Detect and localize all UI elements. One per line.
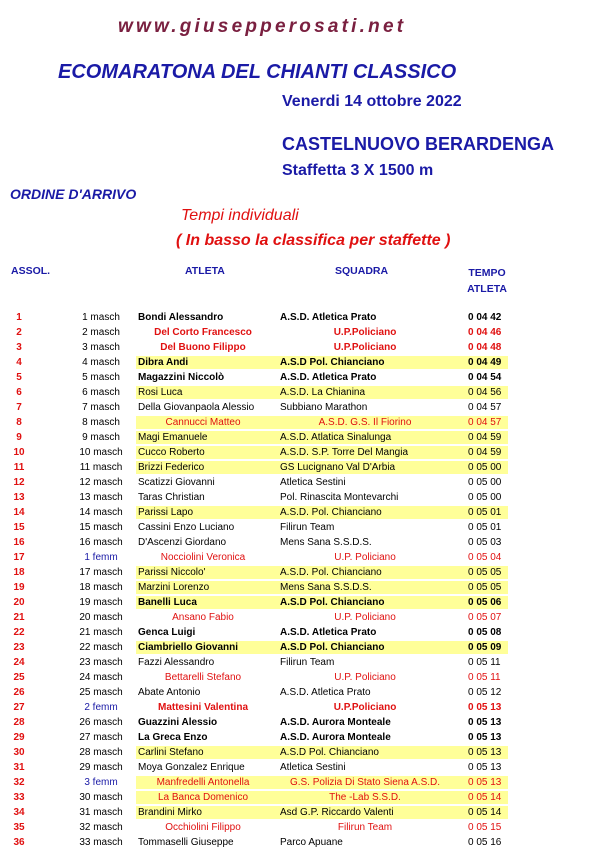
cell-time: 0 05 08 (468, 627, 502, 638)
cell-time: 0 05 00 (468, 492, 502, 503)
cell-athlete: Taras Christian (138, 492, 205, 503)
cell-team: A.S.D. Atletica Prato (280, 627, 377, 638)
cell-team: A.S.D. Atletica Prato (280, 687, 371, 698)
table-row (0, 670, 603, 685)
table-row (0, 550, 603, 565)
event-date: Venerdi 14 ottobre 2022 (282, 93, 462, 110)
cell-athlete: Cassini Enzo Luciano (138, 522, 235, 533)
cell-athlete: La Banca Domenico (157, 792, 249, 803)
cell-team: A.S.D. Atletica Prato (280, 372, 377, 383)
table-row (0, 325, 603, 340)
cell-time: 0 05 13 (468, 732, 502, 743)
table-row (0, 490, 603, 505)
results-table (0, 310, 603, 850)
cell-team: Filirun Team (280, 657, 335, 668)
cell-athlete: Dibra Andi (138, 357, 189, 368)
cell-time: 0 05 13 (468, 762, 502, 773)
cell-time: 0 05 05 (468, 582, 502, 593)
table-row (0, 430, 603, 445)
cell-position: 33 (13, 792, 25, 803)
cell-position: 8 (16, 417, 22, 428)
cell-position: 26 (13, 687, 25, 698)
cell-athlete: Rosi Luca (138, 387, 183, 398)
table-row (0, 745, 603, 760)
cell-time: 0 04 57 (468, 417, 502, 428)
cell-category: 15 masch (79, 522, 123, 533)
table-row (0, 655, 603, 670)
cell-category: 17 masch (79, 567, 123, 578)
table-row (0, 340, 603, 355)
cell-athlete: Del Corto Francesco (154, 327, 252, 338)
cell-team: A.S.D Pol. Chianciano (280, 747, 379, 758)
cell-category: 10 masch (79, 447, 123, 458)
relay-format: Staffetta 3 X 1500 m (282, 162, 434, 179)
cell-team: A.S.D Pol. Chianciano (280, 357, 385, 368)
cell-athlete: Bondi Alessandro (138, 312, 224, 323)
cell-time: 0 04 48 (468, 342, 502, 353)
cell-athlete: Ansano Fabio (172, 612, 234, 623)
cell-time: 0 05 09 (468, 642, 502, 653)
cell-position: 25 (13, 672, 25, 683)
cell-team: U.P.Policiano (333, 342, 397, 353)
cell-time: 0 05 07 (468, 612, 502, 623)
cell-position: 10 (13, 447, 25, 458)
cell-position: 35 (13, 822, 25, 833)
cell-category: 29 masch (79, 762, 123, 773)
cell-position: 18 (13, 567, 25, 578)
cell-time: 0 05 11 (468, 657, 501, 668)
cell-position: 30 (13, 747, 25, 758)
cell-time: 0 05 01 (468, 522, 502, 533)
cell-category: 30 masch (79, 792, 123, 803)
cell-time: 0 05 11 (468, 672, 501, 683)
subtitle-individual: Tempi individuali (181, 207, 299, 224)
cell-position: 6 (16, 387, 22, 398)
table-row (0, 415, 603, 430)
cell-team: The -Lab S.S.D. (329, 792, 401, 803)
cell-position: 27 (13, 702, 25, 713)
cell-position: 31 (13, 762, 25, 773)
cell-time: 0 04 42 (468, 312, 502, 323)
cell-team: Atletica Sestini (280, 477, 346, 488)
cell-team: Filirun Team (280, 522, 335, 533)
cell-athlete: Carlini Stefano (138, 747, 204, 758)
cell-team: U.P. Policiano (334, 552, 396, 563)
table-row (0, 400, 603, 415)
cell-position: 5 (16, 372, 22, 383)
cell-position: 19 (13, 582, 25, 593)
table-row (0, 775, 603, 790)
table-row (0, 625, 603, 640)
cell-time: 0 05 16 (468, 837, 502, 848)
cell-category: 33 masch (79, 837, 123, 848)
site-url: www.giusepperosati.net (118, 16, 407, 37)
cell-category: 27 masch (79, 732, 123, 743)
cell-time: 0 05 01 (468, 507, 502, 518)
cell-position: 9 (16, 432, 22, 443)
cell-athlete: La Greca Enzo (138, 732, 208, 743)
cell-position: 11 (13, 462, 25, 473)
cell-position: 29 (13, 732, 25, 743)
cell-team: Pol. Rinascita Montevarchi (280, 492, 399, 503)
cell-team: A.S.D. G.S. Il Fiorino (318, 417, 412, 428)
cell-athlete: Manfredelli Antonella (156, 777, 250, 788)
table-row (0, 385, 603, 400)
cell-category: 28 masch (79, 747, 123, 758)
table-row (0, 580, 603, 595)
cell-team: Atletica Sestini (280, 762, 346, 773)
cell-time: 0 05 00 (468, 462, 502, 473)
cell-time: 0 04 59 (468, 432, 502, 443)
cell-team: U.P. Policiano (334, 672, 396, 683)
cell-category: 21 masch (79, 627, 123, 638)
cell-category: 14 masch (79, 507, 123, 518)
table-row (0, 820, 603, 835)
cell-category: 2 femm (84, 702, 118, 713)
cell-time: 0 05 04 (468, 552, 502, 563)
cell-category: 8 masch (82, 417, 120, 428)
cell-position: 3 (16, 342, 22, 353)
cell-category: 24 masch (79, 672, 123, 683)
event-title: ECOMARATONA DEL CHIANTI CLASSICO (58, 61, 457, 83)
cell-position: 2 (16, 327, 22, 338)
cell-athlete: Parissi Lapo (138, 507, 194, 518)
table-row (0, 535, 603, 550)
cell-team: A.S.D Pol. Chianciano (280, 597, 385, 608)
cell-position: 15 (13, 522, 25, 533)
cell-category: 7 masch (82, 402, 120, 413)
cell-time: 0 05 13 (468, 702, 502, 713)
cell-time: 0 04 56 (468, 387, 502, 398)
subtitle-note: ( In basso la classifica per staffette ) (176, 232, 451, 249)
cell-time: 0 04 49 (468, 357, 502, 368)
cell-position: 14 (13, 507, 25, 518)
cell-team: G.S. Polizia Di Stato Siena A.S.D. (289, 777, 441, 788)
cell-position: 22 (13, 627, 25, 638)
cell-athlete: Tommaselli Giuseppe (138, 837, 234, 848)
cell-position: 1 (16, 312, 22, 323)
cell-team: Subbiano Marathon (280, 402, 368, 413)
cell-team: A.S.D. Aurora Monteale (280, 717, 391, 728)
cell-time: 0 05 14 (468, 792, 502, 803)
table-row (0, 370, 603, 385)
cell-position: 16 (13, 537, 25, 548)
cell-athlete: Banelli Luca (138, 597, 197, 608)
cell-position: 7 (16, 402, 22, 413)
cell-position: 34 (13, 807, 25, 818)
table-row (0, 310, 603, 325)
cell-athlete: Guazzini Alessio (138, 717, 218, 728)
cell-category: 23 masch (79, 657, 123, 668)
cell-category: 22 masch (79, 642, 123, 653)
cell-position: 32 (13, 777, 25, 788)
cell-athlete: Del Buono Filippo (160, 342, 246, 353)
cell-team: A.S.D. Atlatica Sinalunga (280, 432, 392, 443)
cell-athlete: D'Ascenzi Giordano (138, 537, 227, 548)
table-row (0, 460, 603, 475)
cell-position: 28 (13, 717, 25, 728)
cell-team: U.P. Policiano (334, 612, 396, 623)
cell-team: Parco Apuane (280, 837, 343, 848)
event-place: CASTELNUOVO BERARDENGA (282, 134, 555, 154)
cell-position: 17 (13, 552, 25, 563)
cell-athlete: Genca Luigi (138, 627, 196, 638)
cell-category: 5 masch (82, 372, 120, 383)
cell-category: 3 femm (84, 777, 118, 788)
cell-category: 16 masch (79, 537, 123, 548)
cell-category: 11 masch (79, 462, 123, 473)
cell-time: 0 05 12 (468, 687, 502, 698)
cell-time: 0 04 46 (468, 327, 502, 338)
cell-athlete: Nocciolini Veronica (160, 552, 246, 563)
cell-time: 0 05 06 (468, 597, 502, 608)
cell-team: A.S.D. Pol. Chianciano (280, 567, 382, 578)
cell-position: 36 (13, 837, 25, 848)
header-assol: ASSOL. (11, 265, 51, 277)
cell-category: 19 masch (79, 597, 123, 608)
header-squadra: SQUADRA (335, 265, 389, 277)
cell-team: A.S.D. Atletica Prato (280, 312, 377, 323)
cell-position: 13 (13, 492, 25, 503)
table-row (0, 355, 603, 370)
cell-category: 9 masch (82, 432, 120, 443)
cell-position: 4 (16, 357, 22, 368)
cell-category: 18 masch (79, 582, 123, 593)
table-row (0, 520, 603, 535)
table-row (0, 760, 603, 775)
cell-position: 23 (13, 642, 25, 653)
cell-athlete: Cucco Roberto (138, 447, 205, 458)
cell-team: U.P.Policiano (333, 327, 397, 338)
cell-athlete: Ciambriello Giovanni (138, 642, 239, 653)
table-row (0, 595, 603, 610)
cell-time: 0 05 14 (468, 807, 502, 818)
table-row (0, 700, 603, 715)
order-label: ORDINE D'ARRIVO (10, 186, 137, 202)
cell-team: GS Lucignano Val D'Arbia (280, 462, 396, 473)
table-row (0, 805, 603, 820)
header-atleta: ATLETA (185, 265, 225, 277)
cell-category: 1 masch (82, 312, 120, 323)
cell-athlete: Marzini Lorenzo (138, 582, 210, 593)
cell-category: 31 masch (79, 807, 123, 818)
cell-athlete: Della Giovanpaola Alessio (138, 402, 255, 413)
cell-time: 0 04 59 (468, 447, 502, 458)
cell-athlete: Scatizzi Giovanni (138, 477, 215, 488)
cell-position: 20 (13, 597, 25, 608)
table-row (0, 790, 603, 805)
cell-category: 4 masch (82, 357, 120, 368)
cell-category: 1 femm (84, 552, 118, 563)
table-row (0, 715, 603, 730)
table-row (0, 730, 603, 745)
cell-athlete: Mattesini Valentina (157, 702, 249, 713)
cell-athlete: Occhiolini Filippo (165, 822, 241, 833)
cell-team: Mens Sana S.S.D.S. (280, 537, 372, 548)
cell-category: 25 masch (79, 687, 123, 698)
table-row (0, 445, 603, 460)
header-tempo: TEMPO ATLETA (467, 267, 507, 295)
cell-time: 0 05 15 (468, 822, 502, 833)
cell-category: 13 masch (79, 492, 123, 503)
cell-athlete: Fazzi Alessandro (138, 657, 215, 668)
cell-athlete: Magi Emanuele (138, 432, 208, 443)
cell-position: 24 (13, 657, 25, 668)
cell-time: 0 04 57 (468, 402, 502, 413)
cell-team: A.S.D. S.P. Torre Del Mangia (280, 447, 409, 458)
cell-time: 0 05 00 (468, 477, 502, 488)
cell-time: 0 05 13 (468, 747, 502, 758)
cell-team: Filirun Team (337, 822, 393, 833)
cell-team: U.P.Policiano (333, 702, 397, 713)
table-row (0, 640, 603, 655)
cell-position: 12 (13, 477, 25, 488)
cell-time: 0 04 54 (468, 372, 502, 383)
cell-team: A.S.D. Pol. Chianciano (280, 507, 382, 518)
cell-category: 3 masch (82, 342, 120, 353)
cell-team: Mens Sana S.S.D.S. (280, 582, 372, 593)
cell-team: A.S.D. Aurora Monteale (280, 732, 391, 743)
cell-athlete: Moya Gonzalez Enrique (138, 762, 245, 773)
cell-athlete: Cannucci Matteo (165, 417, 241, 428)
cell-category: 26 masch (79, 717, 123, 728)
cell-time: 0 05 03 (468, 537, 502, 548)
cell-team: Asd G.P. Riccardo Valenti (280, 807, 394, 818)
cell-athlete: Brizzi Federico (138, 462, 205, 473)
cell-category: 12 masch (79, 477, 123, 488)
cell-athlete: Magazzini Niccolò (138, 372, 225, 383)
table-row (0, 835, 603, 850)
table-row (0, 610, 603, 625)
cell-category: 32 masch (79, 822, 123, 833)
cell-category: 2 masch (82, 327, 120, 338)
cell-athlete: Abate Antonio (138, 687, 201, 698)
cell-time: 0 05 05 (468, 567, 502, 578)
cell-category: 20 masch (79, 612, 123, 623)
cell-athlete: Bettarelli Stefano (164, 672, 242, 683)
table-row (0, 505, 603, 520)
cell-athlete: Brandini Mirko (138, 807, 202, 818)
table-row (0, 685, 603, 700)
cell-time: 0 05 13 (468, 717, 502, 728)
cell-category: 6 masch (82, 387, 120, 398)
cell-team: A.S.D. La Chianina (280, 387, 366, 398)
cell-position: 21 (13, 612, 25, 623)
table-row (0, 565, 603, 580)
cell-time: 0 05 13 (468, 777, 502, 788)
cell-athlete: Parissi Niccolo' (138, 567, 206, 578)
table-row (0, 475, 603, 490)
cell-team: A.S.D Pol. Chianciano (280, 642, 385, 653)
